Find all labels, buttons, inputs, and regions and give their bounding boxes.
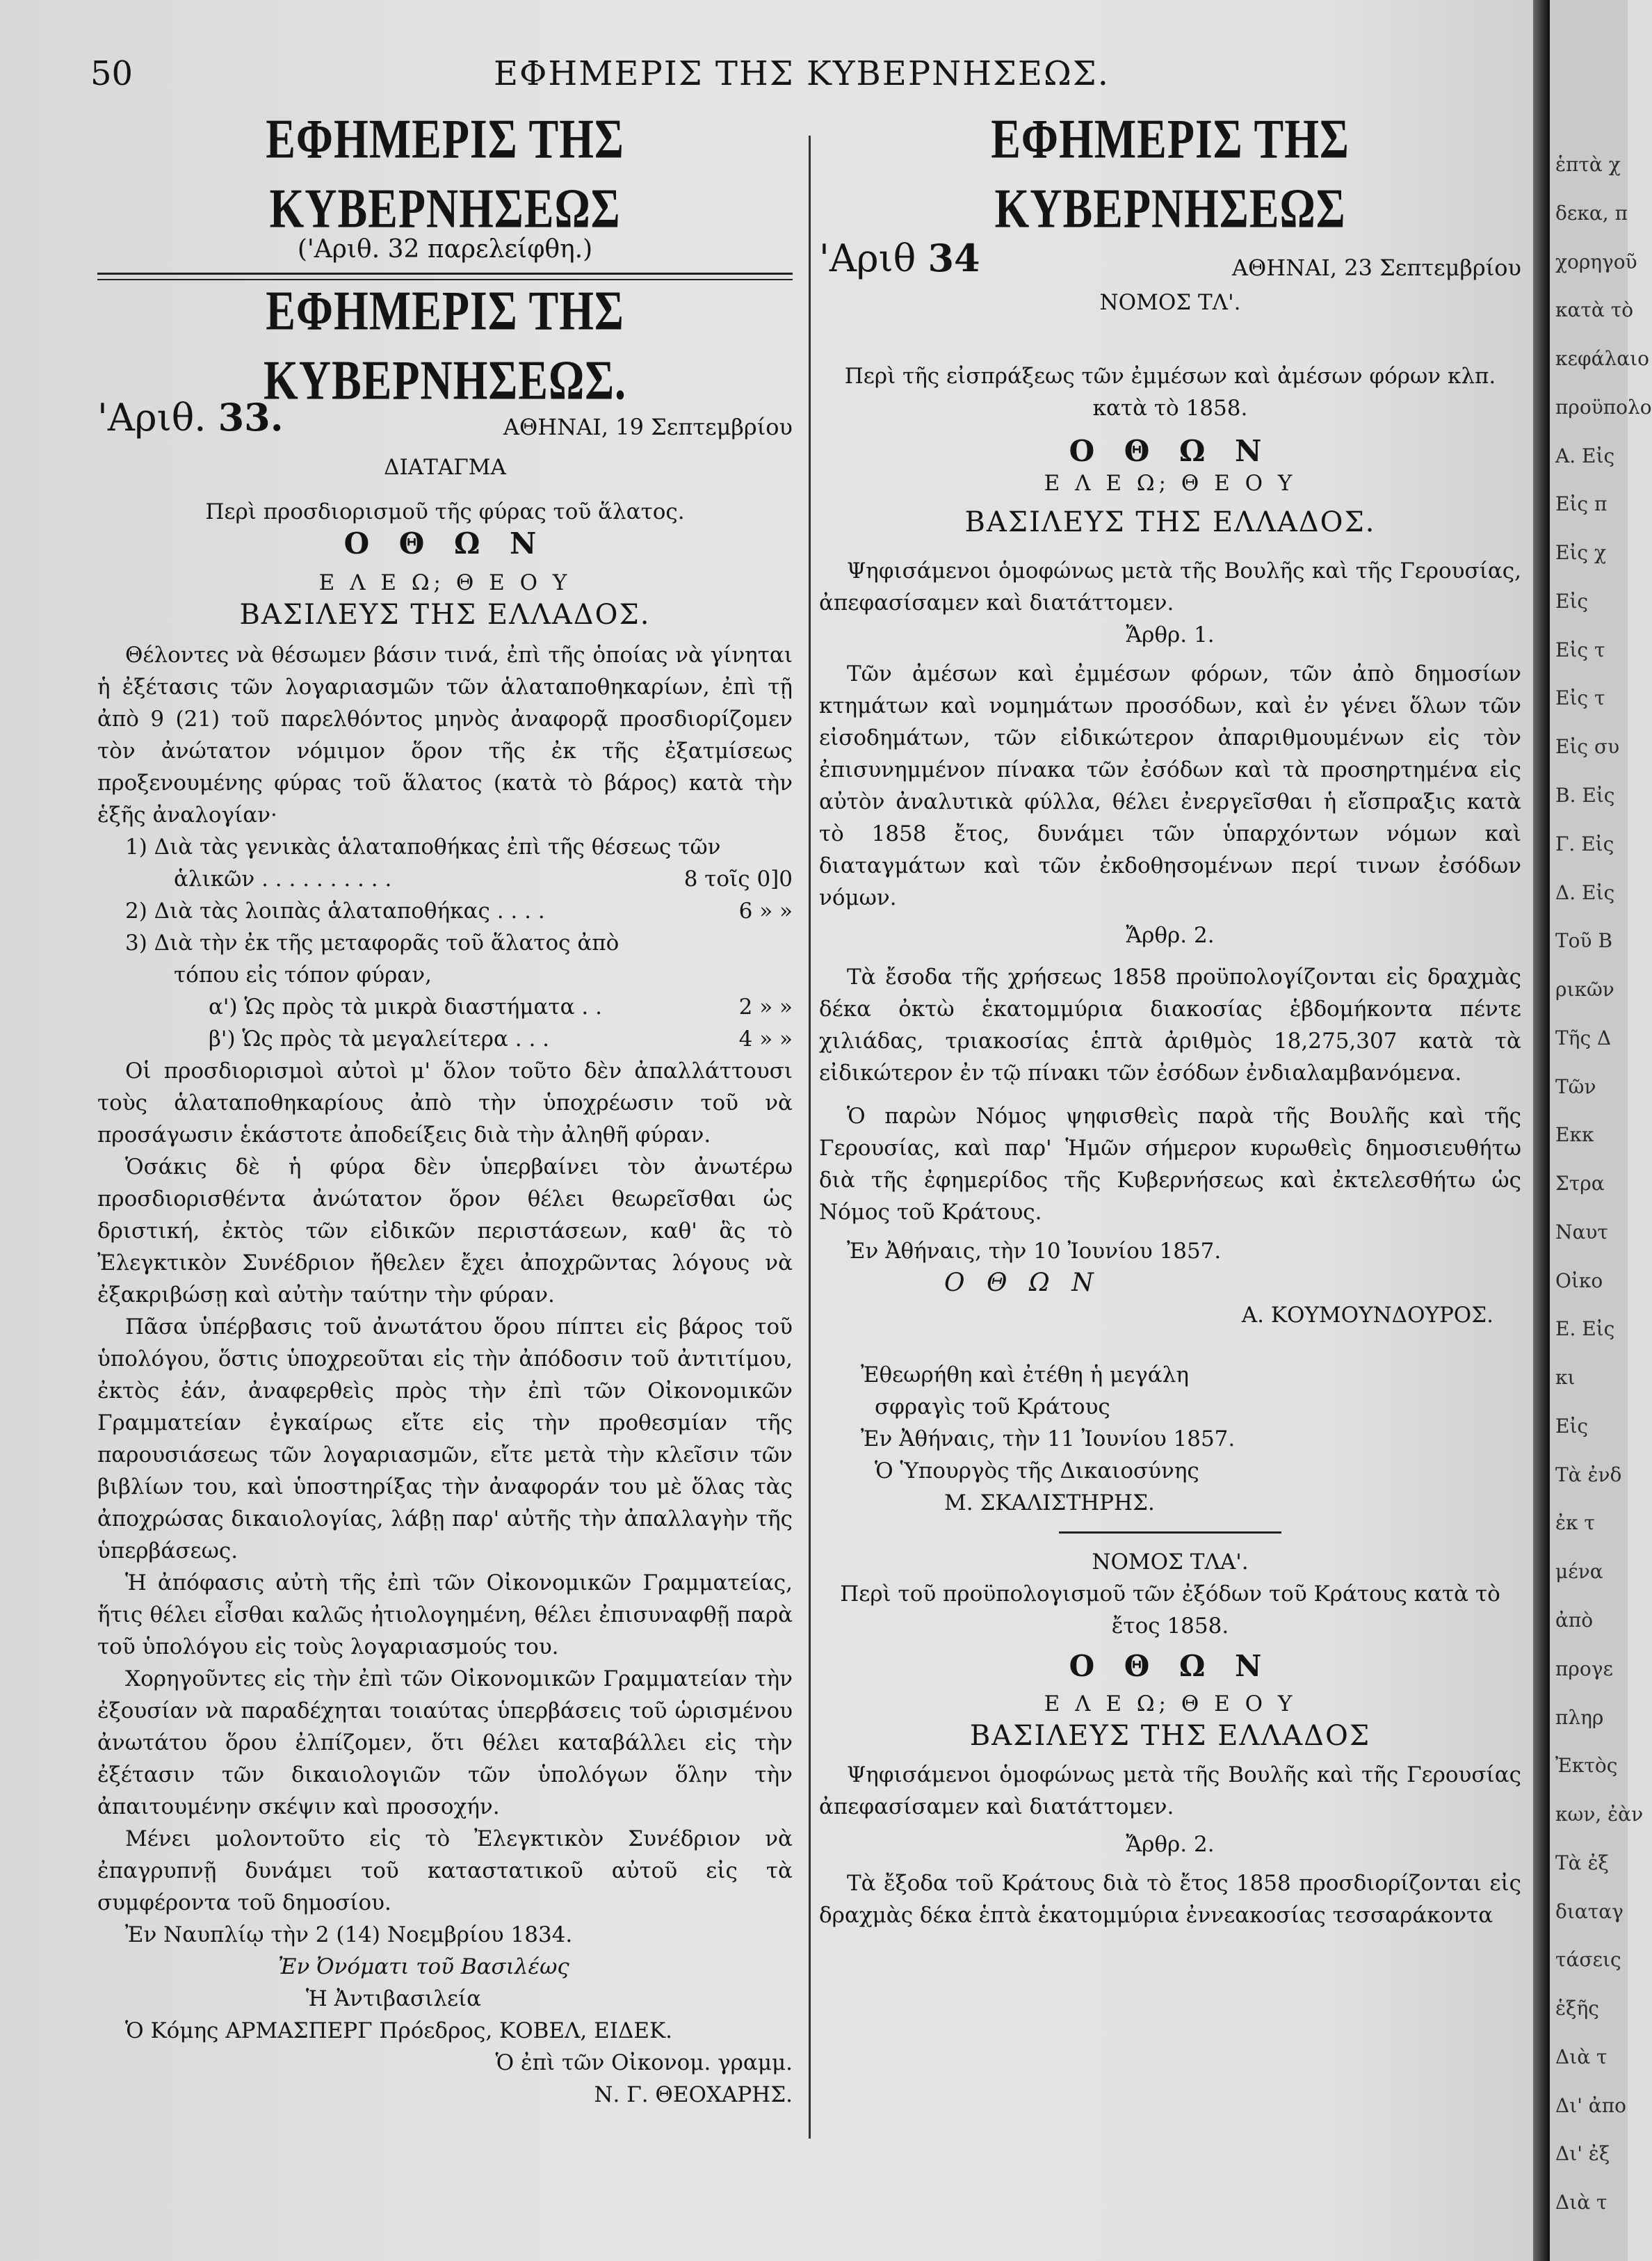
law-subject: Περὶ τοῦ προϋπολογισμοῦ τῶν ἐξόδων τοῦ Κράτους κατὰ τὸ: [840, 1582, 1500, 1607]
page-fragment: κατὰ τὸ: [1555, 298, 1634, 322]
list-item: 3) Διὰ τὴν ἐκ τῆς μεταφορᾶς τοῦ ἅλατος ἀπὸ: [125, 931, 620, 956]
minister-name: Α. ΚΟΥΜΟΥΝΔΟΥΡΟΣ.: [1241, 1303, 1493, 1328]
paragraph: Ὁ παρὼν Νόμος ψηφισθεὶς παρὰ τῆς Βουλῆς καὶ τῆς Γερουσίας, καὶ παρ' Ἡμῶν σήμερον κυρωθεὶς δημοσιευθήτω διὰ τῆς ἐφημερίδος τῆς Κυβερνήσεως καὶ ἐκτελεσθήτω ὡς Νόμος τοῦ Κράτους.: [819, 1104, 1521, 1225]
issue-date: ΑΘΗΝΑΙ, 23 Σεπτεμβρίου: [1231, 255, 1521, 281]
page-fragment: Δι' ἀπο: [1555, 2093, 1626, 2117]
page-fragment: ἑξῆς: [1555, 1997, 1599, 2020]
page-fragment: ρικῶν: [1555, 978, 1614, 1001]
page-fragment: Δι' ἐξ: [1555, 2142, 1610, 2166]
signature-line: Ἡ Ἀντιβασιλεία: [306, 1986, 482, 2011]
page-fragment: κων, ἐὰν: [1555, 1803, 1644, 1826]
running-header: [90, 54, 1467, 103]
issue-date: ΑΘΗΝΑΙ, 19 Σεπτεμβρίου: [503, 414, 793, 440]
king-title: ΒΑΣΙΛΕΥΣ ΤΗΣ ΕΛΛΑΔΟΣ.: [964, 506, 1376, 538]
page-fragment: κεφάλαιο: [1555, 347, 1650, 371]
page-fragment: Εἰς τ: [1555, 686, 1605, 710]
page-fragment: Εἰς χ: [1555, 541, 1606, 565]
list-item: α') Ὡς πρὸς τὰ μικρὰ διαστήματα . . 2 » »: [209, 995, 793, 1020]
page-fragment: Ἐκτὸς: [1555, 1754, 1618, 1778]
paragraph: Ψηφισάμενοι ὁμοφώνως μετὰ τῆς Βουλῆς καὶ τῆς Γερουσίας, ἀπεφασίσαμεν καὶ διατάττομεν.: [819, 558, 1521, 615]
page-fragment: Τὰ ἐνδ: [1555, 1463, 1622, 1486]
paragraph: Τὰ ἔξοδα τοῦ Κράτους διὰ τὸ ἔτος 1858 προσδιορίζονται εἰς δραχμὰς δέκα ἑπτὰ ἑκατομμύρια ἐννεακοσίας τεσσαράκοντα: [819, 1871, 1521, 1928]
page-fragment: Διὰ τ: [1555, 2045, 1608, 2068]
masthead: ΕΦΗΜΕΡΙΣ ΤΗΣ ΚΥΒΕΡΝΗΣΕΩΣ: [991, 108, 1350, 239]
issue-line: [819, 236, 1521, 287]
left-column: [97, 108, 793, 2111]
page-fragment: Τοῦ Β: [1555, 929, 1613, 953]
issue-number: 'Αριθ. 33.: [97, 395, 284, 440]
page-fragment: Τῶν: [1555, 1075, 1596, 1098]
column-divider: [809, 136, 811, 2139]
paragraph: Ὁσάκις δὲ ἡ φύρα δὲν ὑπερβαίνει τὸν ἀνωτέρω προσδιορισθέντα ἀνώτατον ὅρον θέλει θεωρεῖσθαι ὡς δριστική, ἐκτὸς τῶν εἰδικῶν περιστάσεων, καθ' ἃς τὸ Ἐλεγκτικὸν Συνέδριον ἤθελεν ἔχει ἀποχρῶντας λόγους νὰ ἐξακριβώσῃ καὶ αὐτὴν ταύτην τὴν φύραν.: [97, 1154, 793, 1307]
running-title: ΕΦΗΜΕΡΙΣ ΤΗΣ ΚΥΒΕΡΝΗΣΕΩΣ.: [494, 54, 1110, 93]
paragraph: Οἱ προσδιορισμοὶ αὐτοὶ μ' ὅλον τοῦτο δὲν ἀπαλλάττουσι τοὺς ἁλαταποθηκαρίους ἀπὸ τὴν ὑποχρέωσιν τοῦ νὰ προσάγωσιν ἑκάστοτε ἀποδείξεις διὰ τὴν ἀληθῆ φύραν.: [97, 1059, 793, 1148]
page-fragment: κι: [1555, 1366, 1576, 1390]
page-number: 50: [90, 54, 133, 93]
page-fragment: Εἰς συ: [1555, 735, 1620, 759]
page-fragment: πληρ: [1555, 1705, 1604, 1729]
seal-note: σφραγὶς τοῦ Κράτους: [875, 1394, 1110, 1419]
by-grace-of-god: Ε Λ Ε Ω; Θ Ε Ο Υ: [318, 570, 572, 595]
article-heading: Ἄρθρ. 1.: [1126, 622, 1215, 647]
king-name: Ο Θ Ω Ν: [343, 526, 546, 561]
page-fragment: ἐκ τ: [1555, 1511, 1595, 1535]
signatories: Ὁ Κόμης ΑΡΜΑΣΠΕΡΓ Πρόεδρος, ΚΟΒΕΛ, ΕΙΔΕΚ.: [125, 2018, 673, 2043]
page-fragment: μένα: [1555, 1560, 1603, 1584]
page-fragment: Τὰ ἐξ: [1555, 1851, 1609, 1874]
law-subject: Περὶ τῆς εἰσπράξεως τῶν ἐμμέσων καὶ ἀμέσων φόρων κλπ.: [844, 364, 1496, 389]
king-title: ΒΑΣΙΛΕΥΣ ΤΗΣ ΕΛΛΑΔΟΣ.: [239, 599, 651, 631]
page-fragment: Εἰς τ: [1555, 638, 1605, 661]
page-fragment: χορηγοῦ: [1555, 250, 1637, 273]
king-signature: Ο Θ Ω Ν: [944, 1269, 1101, 1297]
by-grace-of-god: Ε Λ Ε Ω; Θ Ε Ο Υ: [1044, 1691, 1297, 1716]
page-fragment: Στρα: [1555, 1172, 1605, 1196]
list-item: τόπου εἰς τόπον φύραν,: [174, 963, 432, 988]
list-item: ἁλικῶν . . . . . . . . . . 8 τοῖς 0]0: [174, 867, 793, 892]
signature-line: Ἐν Ὀνόματι τοῦ Βασιλέως: [278, 1954, 569, 1979]
seal-note: Ὁ Ὑπουργὸς τῆς Δικαιοσύνης: [875, 1458, 1199, 1483]
paragraph: Τὰ ἔσοδα τῆς χρήσεως 1858 προϋπολογίζονται εἰς δραχμὰς δέκα ὀκτὼ ἑκατομμύρια διακοσίας ἑβδομήκοντα πέντε χιλιάδας, τριακοσίας ἑπτὰ ἀριθμὸς 18,275,307 κατὰ τὰ εἰδικώτερον ἐν τῷ πίνακι τῶν ἐσόδων ἐνδιαλαμβανόμενα.: [819, 965, 1521, 1086]
page-fragment: Ναυτ: [1555, 1220, 1608, 1244]
page-fragment: Διὰ τ: [1555, 2191, 1608, 2214]
separator-rule: [1059, 1531, 1281, 1534]
article-heading: Ἄρθρ. 2.: [1126, 923, 1215, 948]
issue-number: 'Αριθ 34: [819, 236, 980, 280]
page-fragment: Τῆς Δ: [1555, 1026, 1612, 1049]
list-item: 1) Διὰ τὰς γενικὰς ἁλαταποθήκας ἐπὶ τῆς θέσεως τῶν: [125, 835, 721, 860]
page-fragment: διαταγ: [1555, 1899, 1623, 1923]
paragraph: Μένει μολοντοῦτο εἰς τὸ Ἐλεγκτικὸν Συνέδριον νὰ ἐπαγρυπνῇ δυνάμει τοῦ καταστατικοῦ αὐτοῦ εἰς τὰ συμφέροντα τοῦ δημοσίου.: [97, 1826, 793, 1915]
seal-note: Ἐθεωρήθη καὶ ἐτέθη ἡ μεγάλη: [861, 1362, 1189, 1387]
law-title: ΝΟΜΟΣ ΤΛ'.: [1099, 290, 1241, 315]
page-fragment: Εἰς: [1555, 589, 1589, 613]
paragraph: Ψηφισάμενοι ὁμοφώνως μετὰ τῆς Βουλῆς καὶ τῆς Γερουσίας ἀπεφασίσαμεν καὶ διατάττομεν.: [819, 1762, 1521, 1819]
law-subject: κατὰ τὸ 1858.: [1092, 396, 1248, 421]
law-title: ΝΟΜΟΣ ΤΛΑ'.: [1092, 1550, 1249, 1575]
paragraph: Πᾶσα ὑπέρβασις τοῦ ἀνωτάτου ὅρου πίπτει εἰς βάρος τοῦ ὑπολόγου, ὅστις ὑποχρεοῦται εἰς τὴν ἀπόδοσιν τοῦ ἀντιτίμου, ἐκτὸς ἐάν, ἀναφερθεὶς πρὸς τὴν ἐπὶ τῶν Οἰκονομικῶν Γραμματείαν ἐγκαίρως εἴτε εἰς τὴν προθεσμίαν τῆς παρουσιάσεως τῶν λογαριασμῶν, εἴτε μετὰ τὴν κλεῖσιν τῶν βιβλίων του, καὶ ὑποστηρίξας τὴν ἀναφοράν του μὲ ὅλας τὰς ἀποχρώσας δικαιολογίας, λάβῃ παρ' αὐτῆς τὴν ἀπαλλαγὴν τῆς ὑπερβάσεως.: [97, 1314, 793, 1563]
king-name: Ο Θ Ω Ν: [1069, 1649, 1272, 1683]
page-fragment: Δ. Εἰς: [1555, 880, 1615, 904]
paragraph: Χορηγοῦντες εἰς τὴν ἐπὶ τῶν Οἰκονομικῶν Γραμματείαν τὴν ἐξουσίαν νὰ παραδέχηται τοιαύτας ὑπερβάσεις τοῦ ὡρισμένου ἀνωτάτου ὅρου ἐλπίζομεν, ὅτι θέλει καταβάλλει εἰς τὴν ἐξέτασιν τῶν δικαιολογιῶν τῶν ὑπολόγων ὅλην τὴν ἀπαιτουμένην σκέψιν καὶ προσοχήν.: [97, 1666, 793, 1819]
page-fragment: Α. Εἰς: [1555, 444, 1615, 467]
minister-name: Ν. Γ. ΘΕΟΧΑΡΗΣ.: [594, 2082, 793, 2107]
article-heading: Ἄρθρ. 2.: [1126, 1832, 1215, 1857]
page-fragment: ἑπτὰ χ: [1555, 153, 1621, 176]
page-fragment: Β. Εἰς: [1555, 783, 1615, 807]
seal-note: Ἐν Ἀθήναις, τὴν 11 Ἰουνίου 1857.: [861, 1426, 1236, 1451]
signature-line: Ὁ ἐπὶ τῶν Οἰκονομ. γραμμ.: [495, 2050, 793, 2075]
page-fragment: Εἰς: [1555, 1414, 1589, 1438]
page-fragment: Γ. Εἰς: [1555, 832, 1614, 855]
place-date: Ἐν Ναυπλίῳ τὴν 2 (14) Νοεμβρίου 1834.: [125, 1922, 573, 1947]
adjacent-page-edge: [1550, 0, 1652, 2261]
paragraph: Ἡ ἀπόφασις αὐτὴ τῆς ἐπὶ τῶν Οἰκονομικῶν Γραμματείας, ἥτις θέλει εἶσθαι καλῶς ἠτιολογημένη, θέλει ἐπισυναφθῇ παρὰ τοῦ ὑπολόγου εἰς τοὺς λογαριασμούς του.: [97, 1570, 793, 1659]
paragraph: Θέλοντες νὰ θέσωμεν βάσιν τινά, ἐπὶ τῆς ὁποίας νὰ γίνηται ἡ ἐξέτασις τῶν λογαριασμῶν τῶν ἁλαταποθηκαρίων, ἐπὶ τῇ ἀπὸ 9 (21) τοῦ παρελθόντος μηνὸς ἀναφορᾷ προσδιορίζομεν τὸν ἀνώτατον νόμιμον ὅρον τῆς ἐκ τῆς ἐξατμίσεως προξενουμένης φύρας τοῦ ἅλατος (κατὰ τὸ βάρος) κατὰ τὴν ἑξῆς ἀναλογίαν·: [97, 643, 793, 828]
issue-line: [97, 395, 793, 446]
law-subject: ἔτος 1858.: [1111, 1614, 1229, 1639]
page-fragment: προϋπολο: [1555, 395, 1652, 419]
king-name: Ο Θ Ω Ν: [1069, 434, 1272, 468]
right-column: [819, 108, 1521, 1931]
minister-name: Μ. ΣΚΑΛΙΣΤΗΡΗΣ.: [944, 1490, 1155, 1515]
page-fragment: προγε: [1555, 1657, 1613, 1680]
by-grace-of-god: Ε Λ Ε Ω; Θ Ε Ο Υ: [1044, 471, 1297, 496]
king-title: ΒΑΣΙΛΕΥΣ ΤΗΣ ΕΛΛΑΔΟΣ: [969, 1720, 1371, 1752]
masthead: ΕΦΗΜΕΡΙΣ ΤΗΣ ΚΥΒΕΡΝΗΣΕΩΣ.: [263, 280, 627, 411]
page-fragment: ἀπὸ: [1555, 1609, 1594, 1632]
page-fragment: δεκα, π: [1555, 201, 1628, 225]
page-fragment: Εἰς π: [1555, 492, 1608, 516]
list-item: 2) Διὰ τὰς λοιπὰς ἁλαταποθήκας . . . . 6 » »: [125, 899, 793, 924]
place-date: Ἐν Ἀθήναις, τὴν 10 Ἰουνίου 1857.: [847, 1239, 1222, 1264]
masthead: ΕΦΗΜΕΡΙΣ ΤΗΣ ΚΥΒΕΡΝΗΣΕΩΣ: [266, 108, 624, 239]
document-type: ΔΙΑΤΑΓΜΑ: [384, 455, 506, 480]
decree-subject: Περὶ προσδιορισμοῦ τῆς φύρας τοῦ ἅλατος.: [205, 499, 685, 524]
page-fragment: Ε. Εἰς: [1555, 1317, 1615, 1341]
book-spine-shadow: [1533, 0, 1550, 2261]
paragraph: Τῶν ἀμέσων καὶ ἐμμέσων φόρων, τῶν ἀπὸ δημοσίων κτημάτων καὶ νομημάτων προσόδων, καὶ ἐν γένει ὅλων τῶν εἰσοδημάτων, τῶν εἰδικώτερον ἀπαριθμουμένων εἰς τὸν ἐπισυνημμένον πίνακα τῶν ἐσόδων καὶ τὰ προσηρτημένα εἰς αὐτὸν ἀναλυτικὰ φύλλα, θέλει ἐνεργεῖσθαι ἡ εἴσπραξις κατὰ τὸ 1858 ἔτος, δυνάμει τῶν ὑπαρχόντων νόμων καὶ διαταγμάτων καὶ τῶν ἐκδοθησομένων περί τινων ἐσόδων νόμων.: [819, 661, 1521, 910]
page-fragment: Οἰκο: [1555, 1269, 1603, 1292]
page-fragment: τάσεις: [1555, 1948, 1621, 1972]
omitted-issue-note: ('Αριθ. 32 παρελείφθη.): [297, 235, 593, 264]
list-item: β') Ὡς πρὸς τὰ μεγαλείτερα . . . 4 » »: [209, 1027, 793, 1052]
page-fragment: Εκκ: [1555, 1123, 1594, 1147]
